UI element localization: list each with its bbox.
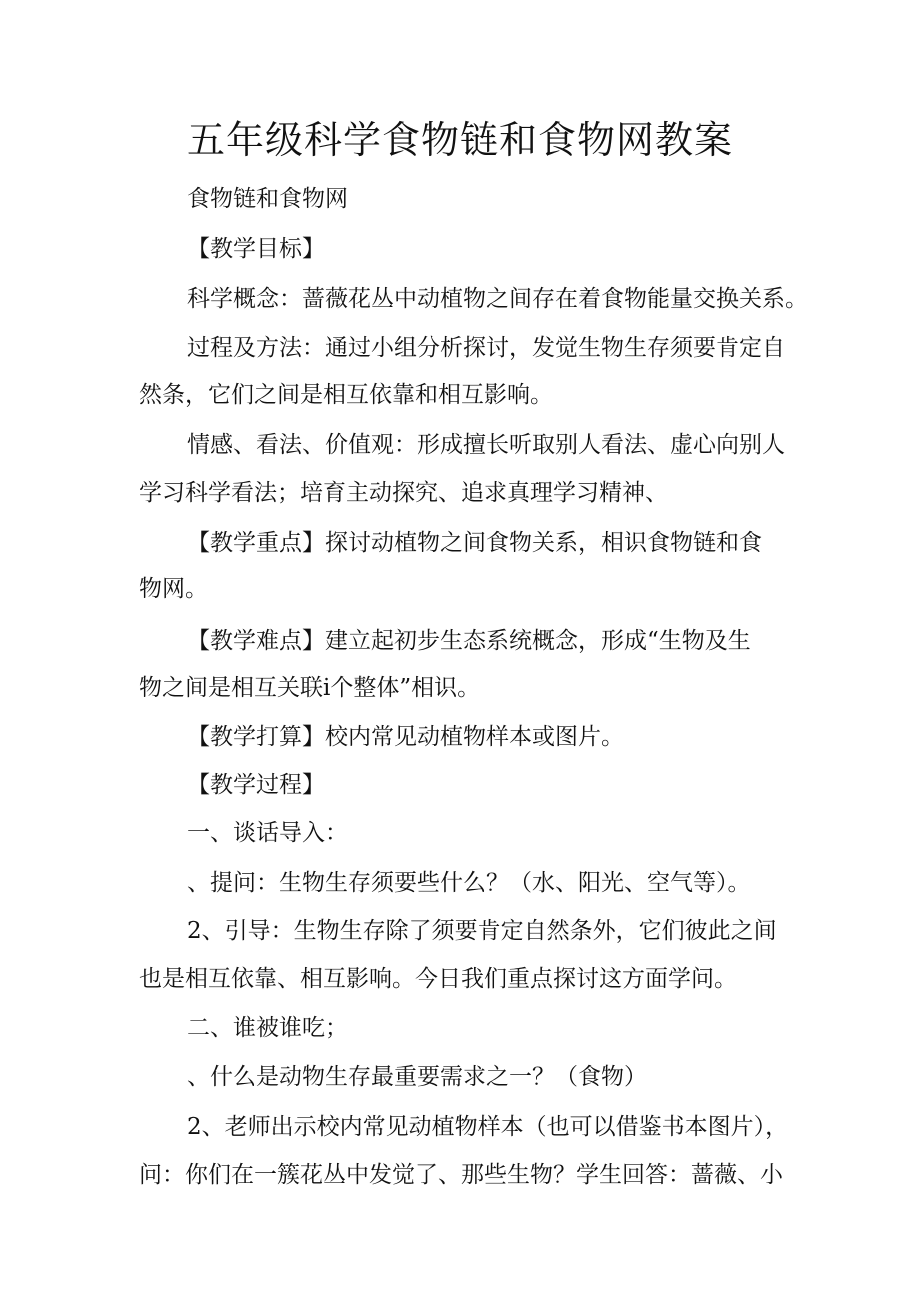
paragraph-line: 科学概念：蔷薇花丛中动植物之间存在着食物能量交换关系。 (187, 286, 808, 312)
section-heading: 一、谈话导入： (187, 820, 348, 846)
heading-process: 【教学过程】 (187, 772, 325, 798)
subtitle-line: 食物链和食物网 (187, 186, 348, 212)
paragraph-line: 【教学难点】建立起初步生态系统概念，形成“生物及生 (187, 628, 751, 654)
paragraph-line: 、提问：生物生存须要些什么？（水、阳光、空气等）。 (187, 870, 751, 896)
heading-objectives: 【教学目标】 (187, 236, 325, 262)
paragraph-line: 2、老师出示校内常见动植物样本（也可以借鉴书本图片）， (187, 1114, 789, 1140)
paragraph-line: 2、引导：生物生存除了须要肯定自然条外，它们彼此之间 (187, 918, 777, 944)
paragraph-line: 问：你们在一簇花丛中发觉了、那些生物？学生回答：蔷薇、小 (139, 1162, 783, 1188)
paragraph-line: 情感、看法、价值观：形成擅长听取别人看法、虚心向别人 (187, 432, 785, 458)
paragraph-line: 物网。 (139, 576, 208, 602)
paragraph-line: 【教学重点】探讨动植物之间食物关系，相识食物链和食 (187, 530, 762, 556)
paragraph-line: 、什么是动物生存最重要需求之一？（食物） (187, 1064, 647, 1090)
document-title: 五年级科学食物链和食物网教案 (186, 118, 733, 162)
paragraph-line: 然条，它们之间是相互依靠和相互影响。 (139, 382, 553, 408)
paragraph-line: 【教学打算】校内常见动植物样本或图片。 (187, 724, 624, 750)
paragraph-line: 学习科学看法；培育主动探究、追求真理学习精神、 (139, 480, 668, 506)
paragraph-line: 物之间是相互关联i个整体”相识。 (139, 675, 481, 701)
section-heading: 二、谁被谁吃； (187, 1015, 348, 1041)
paragraph-line: 也是相互依靠、相互影响。今日我们重点探讨这方面学问。 (139, 966, 737, 992)
paragraph-line: 过程及方法：通过小组分析探讨，发觉生物生存须要肯定自 (187, 335, 785, 361)
